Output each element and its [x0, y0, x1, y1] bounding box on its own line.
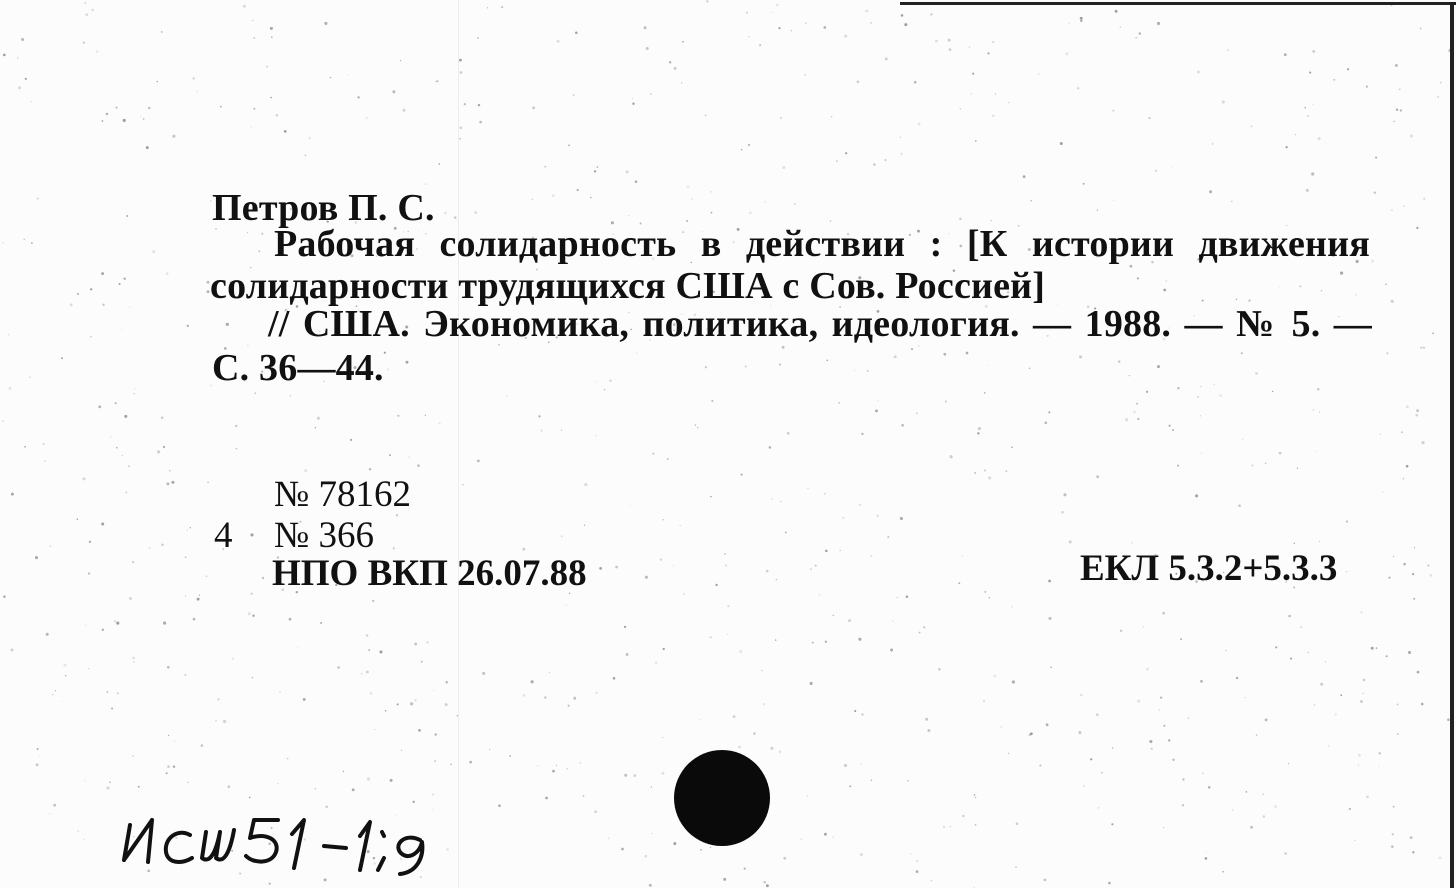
- issue-number: № 366: [274, 515, 375, 556]
- classification-code: ЕКЛ 5.3.2+5.3.3: [1080, 548, 1338, 589]
- title-line-1: Рабочая солидарность в действии : [К истории движения: [274, 223, 1370, 265]
- author-heading: Петров П. С.: [212, 187, 435, 229]
- npo-line: НПО ВКП 26.07.88: [272, 553, 587, 594]
- pages-line: С. 36—44.: [212, 347, 384, 389]
- card-fold-line: [458, 0, 459, 888]
- accession-number: № 78162: [274, 474, 412, 515]
- side-number: 4: [214, 515, 233, 556]
- handwritten-shelfmark: [120, 790, 520, 880]
- punch-hole: [674, 750, 770, 846]
- title-line-2: солидарности трудящихся США с Сов. Россией]: [210, 265, 1046, 307]
- card-top-edge: [900, 2, 1456, 5]
- source-line: // США. Экономика, политика, идеология. — 1988. — № 5. —: [268, 303, 1372, 345]
- card-right-edge: [1450, 2, 1454, 888]
